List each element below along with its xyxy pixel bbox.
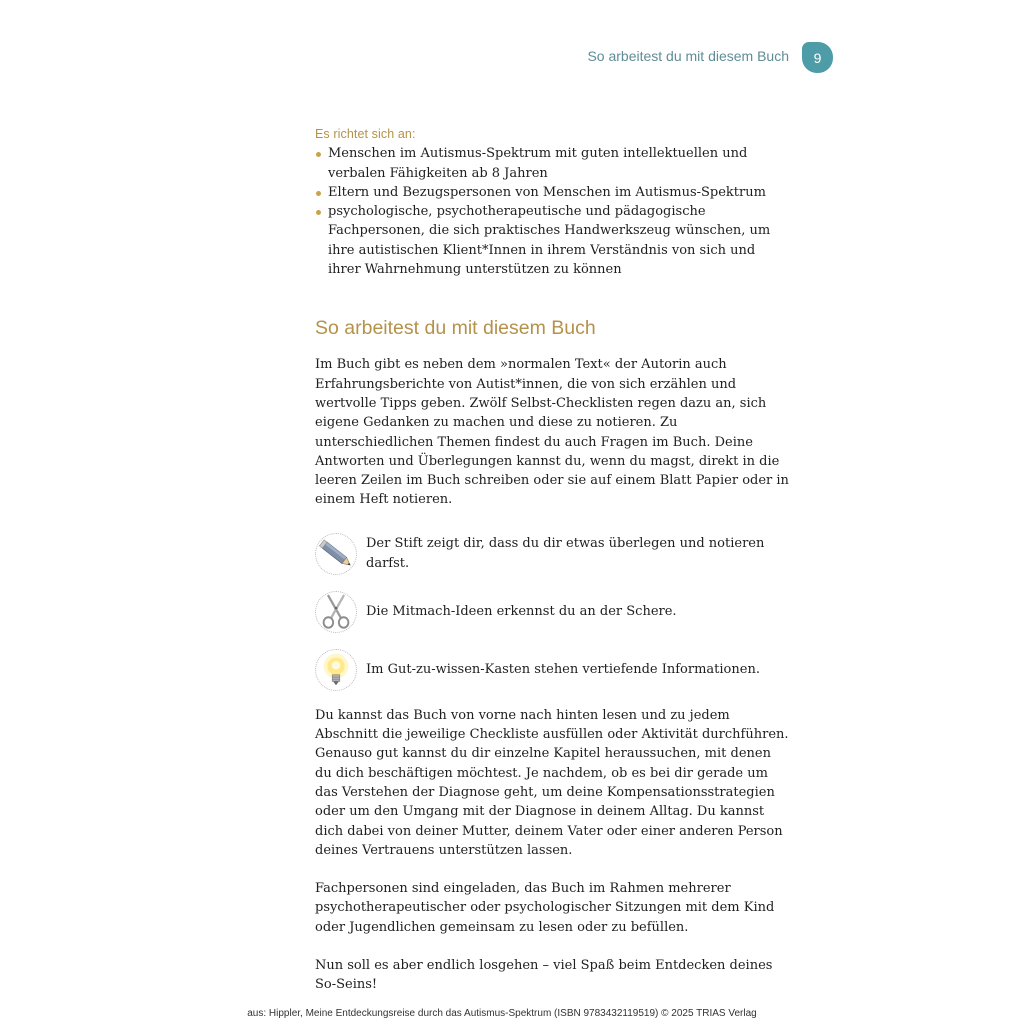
legend-text: Im Gut-zu-wissen-Kasten stehen vertiefende Informationen.	[366, 662, 760, 678]
legend-text: Der Stift zeigt dir, dass du dir etwas überlegen und notieren darfst.	[366, 536, 765, 571]
audience-label: Es richtet sich an:	[315, 127, 416, 141]
source-footer: aus: Hippler, Meine Entdeckungsreise durch das Autismus-Spektrum (ISBN 9783432119519) © 2025 TRIAS Verlag	[247, 1008, 757, 1019]
body-paragraph: Fachpersonen sind eingeladen, das Buch im Rahmen mehrerer psychotherapeutischer oder psychologischer Sitzungen mit dem Kind oder Jugendlichen gemeinsam zu lesen oder zu befüllen.	[315, 881, 775, 935]
legend-item-scissors	[315, 590, 791, 634]
legend-item-lightbulb	[315, 648, 791, 692]
icon-legend	[315, 532, 791, 692]
pencil-icon	[315, 533, 357, 575]
body-paragraph: Du kannst das Buch von vorne nach hinten lesen und zu jedem Abschnitt die jeweilige Checkliste ausfüllen oder Aktivität durchführen. Genauso gut kannst du dir einzelne Kapitel heraussuchen, mit denen du dich beschäftigen möchtest. Je nachdem, ob es bei dir gerade um das Verstehen der Diagnose geht, um deine Kompensationsstrategien oder um den Umgang mit der Diagnose in deinem Alltag. Du kannst dich dabei von deiner Mutter, deinem Vater oder einer anderen Person deines Vertrauens unterstützen lassen.	[315, 707, 789, 858]
list-item: Menschen im Autismus-Spektrum mit guten intellektuellen und verbalen Fähigkeiten ab 8 Jahren	[315, 144, 791, 183]
section-heading: So arbeitest du mit diesem Buch	[315, 317, 596, 340]
closing-paragraph: Nun soll es aber endlich losgehen – viel Spaß beim Entdecken deines So-Seins!	[315, 958, 773, 993]
scissors-icon	[315, 591, 357, 633]
list-item: Eltern und Bezugspersonen von Menschen im Autismus-Spektrum	[315, 183, 791, 202]
legend-text: Die Mitmach-Ideen erkennst du an der Schere.	[366, 604, 677, 620]
page-number-badge: 9	[802, 42, 833, 73]
legend-item-pencil	[315, 532, 791, 576]
intro-paragraph: Im Buch gibt es neben dem »normalen Text« der Autorin auch Erfahrungsberichte von Autist*innen, die von sich erzählen und wertvolle Tipps geben. Zwölf Selbst-Checklisten regen dazu an, sich eigene Gedanken zu machen und diese zu notieren. Zu unterschiedlichen Themen findest du auch Fragen im Buch. Deine Antworten und Überlegungen kannst du, wenn du magst, direkt in die leeren Zeilen im Buch schreiben oder sie auf einem Blatt Papier oder in einem Heft notieren.	[315, 357, 789, 508]
running-title: So arbeitest du mit diesem Buch	[587, 48, 789, 64]
audience-list	[315, 144, 791, 279]
list-item: psychologische, psychotherapeutische und pädagogische Fachpersonen, die sich praktisches Handwerkszeug wünschen, um ihre autistischen Klient*Innen in ihrem Verständnis von sich und ihrer Wahrnehmung unterstützen zu können	[315, 202, 791, 279]
lightbulb-icon	[315, 649, 357, 691]
page-content	[315, 125, 791, 995]
